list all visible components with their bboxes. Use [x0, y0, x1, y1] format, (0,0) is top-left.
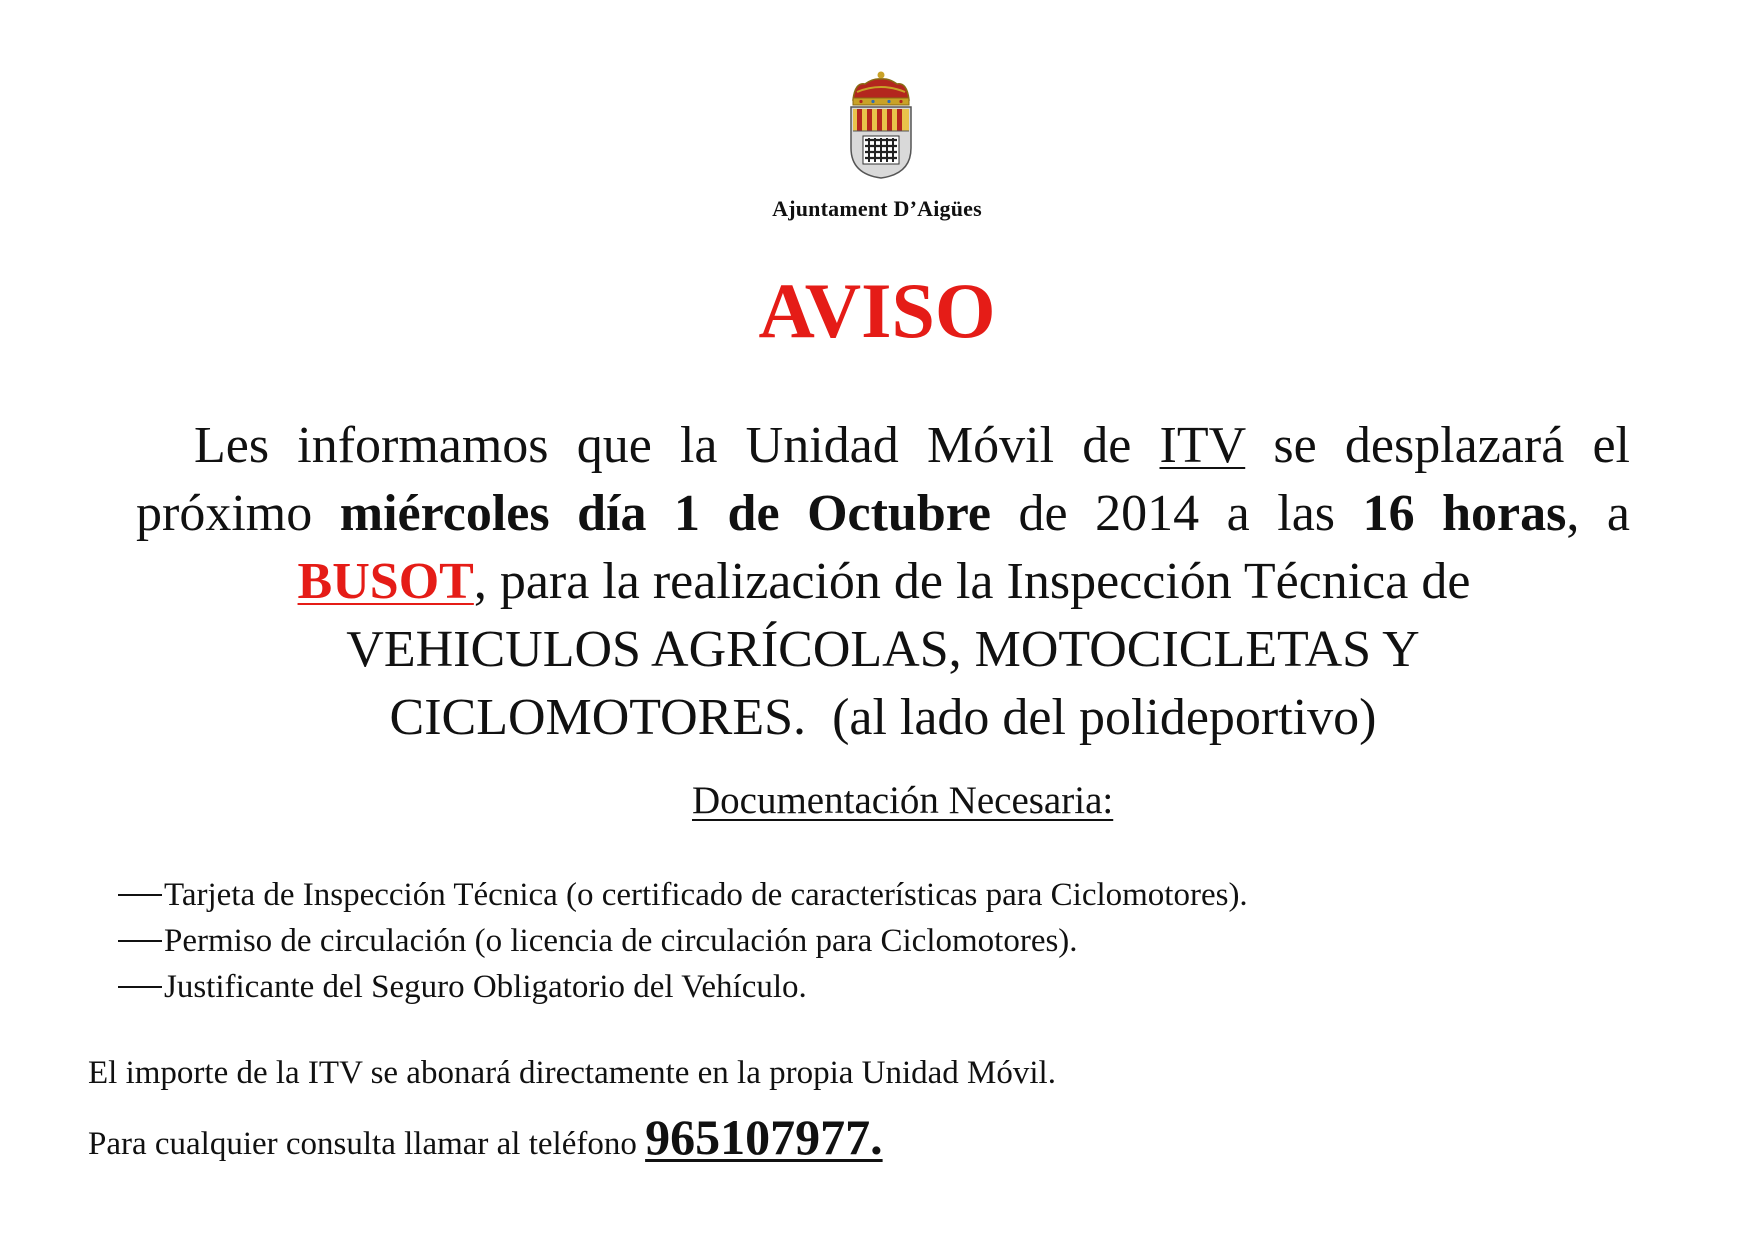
text-fragment: , para la realización de la Inspección Técnica de [473, 553, 1471, 610]
list-item [118, 964, 1248, 1010]
event-location: BUSOT [297, 553, 474, 610]
crown-icon [853, 72, 909, 106]
dash-bullet [118, 940, 162, 942]
list-item [118, 918, 1248, 964]
contact-line [88, 1108, 883, 1166]
paragraph-line-5 [136, 684, 1630, 752]
text-fragment: CICLOMOTORES. [389, 689, 807, 746]
event-time: 16 horas [1362, 485, 1567, 542]
text-fragment: Les informamos que la Unidad Móvil de [194, 417, 1160, 474]
dash-bullet [118, 986, 162, 988]
documents-heading: Documentación Necesaria: [692, 779, 1114, 822]
list-item-text: Permiso de circulación (o licencia de circulación para Ciclomotores). [164, 923, 1078, 959]
paragraph-line-3 [136, 548, 1630, 616]
shield-icon [851, 107, 911, 178]
documents-list [118, 872, 1248, 1010]
dash-bullet [118, 894, 162, 896]
text-fragment: de 2014 a las [990, 485, 1363, 542]
notice-title: AVISO [758, 267, 996, 354]
itv-term: ITV [1159, 417, 1246, 474]
notice-paragraph [136, 412, 1630, 752]
coat-of-arms-icon [845, 70, 917, 182]
phone-number: 965107977. [645, 1109, 883, 1165]
organization-name: Ajuntament D’Aigües [772, 196, 982, 221]
list-item [118, 872, 1248, 918]
contact-text: Para cualquier consulta llamar al teléfono [88, 1126, 646, 1162]
payment-note: El importe de la ITV se abonará directamente en la propia Unidad Móvil. [88, 1055, 1056, 1091]
paragraph-line-4: VEHICULOS AGRÍCOLAS, MOTOCICLETAS Y [346, 621, 1420, 678]
list-item-text: Justificante del Seguro Obligatorio del Vehículo. [164, 969, 807, 1005]
text-fragment: , a [1566, 485, 1630, 542]
event-date: miércoles día 1 de Octubre [339, 485, 991, 542]
paragraph-line-1 [136, 412, 1630, 480]
list-item-text: Tarjeta de Inspección Técnica (o certificado de características para Ciclomotores). [164, 877, 1248, 913]
paragraph-line-2 [136, 480, 1630, 548]
text-fragment: se desplazará el [1245, 417, 1630, 474]
text-fragment: próximo [136, 485, 340, 542]
location-note: (al lado del polideportivo) [832, 689, 1377, 746]
